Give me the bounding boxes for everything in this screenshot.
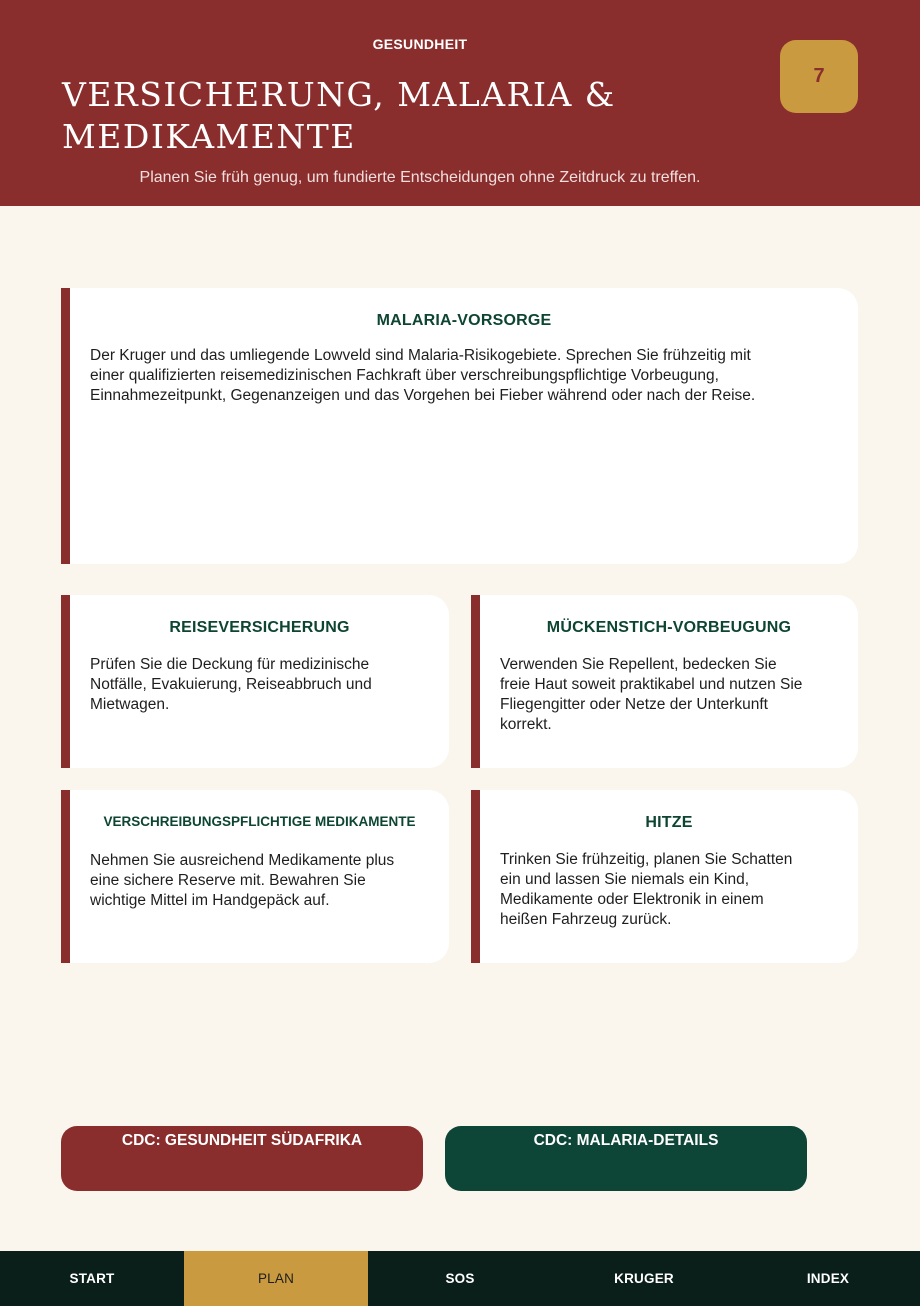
card-title: MÜCKENSTICH-VORBEUGUNG [546, 619, 792, 636]
travel-insurance-card [61, 595, 449, 768]
card-body: Verwenden Sie Repellent, bedecken Sie freie Haut soweit praktikabel und nutzen Sie Fliegengitter oder Netze der Unterkunft korrekt. [500, 656, 803, 733]
nav-item-kruger[interactable]: KRUGER [614, 1271, 674, 1286]
nav-item-sos[interactable]: SOS [445, 1271, 475, 1286]
nav-item-start[interactable]: START [69, 1271, 115, 1286]
card-title: VERSCHREIBUNGSPFLICHTIGE MEDIKAMENTE [103, 814, 416, 829]
heat-card [471, 790, 858, 963]
card-body: Nehmen Sie ausreichend Medikamente plus eine sichere Reserve mit. Bewahren Sie wichtige Mittel im Handgepäck auf. [90, 852, 395, 909]
card-title: MALARIA-VORSORGE [376, 312, 552, 329]
page-subtitle: Planen Sie früh genug, um fundierte Entscheidungen ohne Zeitdruck zu treffen. [139, 169, 701, 186]
cdc-malaria-link-button[interactable]: CDC: MALARIA-DETAILS [445, 1126, 807, 1191]
bottom-nav [0, 1251, 920, 1306]
card-title: REISEVERSICHERUNG [169, 619, 350, 636]
page-header [0, 0, 920, 206]
nav-item-index[interactable]: INDEX [806, 1271, 850, 1286]
card-body: Prüfen Sie die Deckung für medizinische Notfälle, Evakuierung, Reiseabbruch und Mietwagen. [90, 656, 372, 713]
malaria-prevention-card [61, 288, 858, 564]
nav-item-plan[interactable]: PLAN [184, 1251, 368, 1306]
section-kicker: GESUNDHEIT [372, 36, 468, 52]
card-title: HITZE [645, 814, 693, 831]
prescription-meds-card [61, 790, 449, 963]
page-title: VERSICHERUNG, MALARIA & MEDIKAMENTE [62, 75, 616, 156]
card-body: Trinken Sie frühzeitig, planen Sie Schatten ein und lassen Sie niemals ein Kind, Medikamente oder Elektronik in einem heißen Fahrzeug zurück. [500, 851, 793, 928]
card-body: Der Kruger und das umliegende Lowveld sind Malaria-Risikogebiete. Sprechen Sie frühzeitig mit einer qualifizierten reisemedizinischen Fachkraft über verschreibungspflichtige Vorbeugung, Einnahmezeitpunkt, Gegenanzeigen und das Vorgehen bei Fieber während oder nach der Reise. [90, 347, 756, 404]
page-number-badge: 7 [780, 40, 858, 113]
mosquito-prevention-card [471, 595, 858, 768]
cdc-south-africa-link-button[interactable]: CDC: GESUNDHEIT SÜDAFRIKA [61, 1126, 423, 1191]
